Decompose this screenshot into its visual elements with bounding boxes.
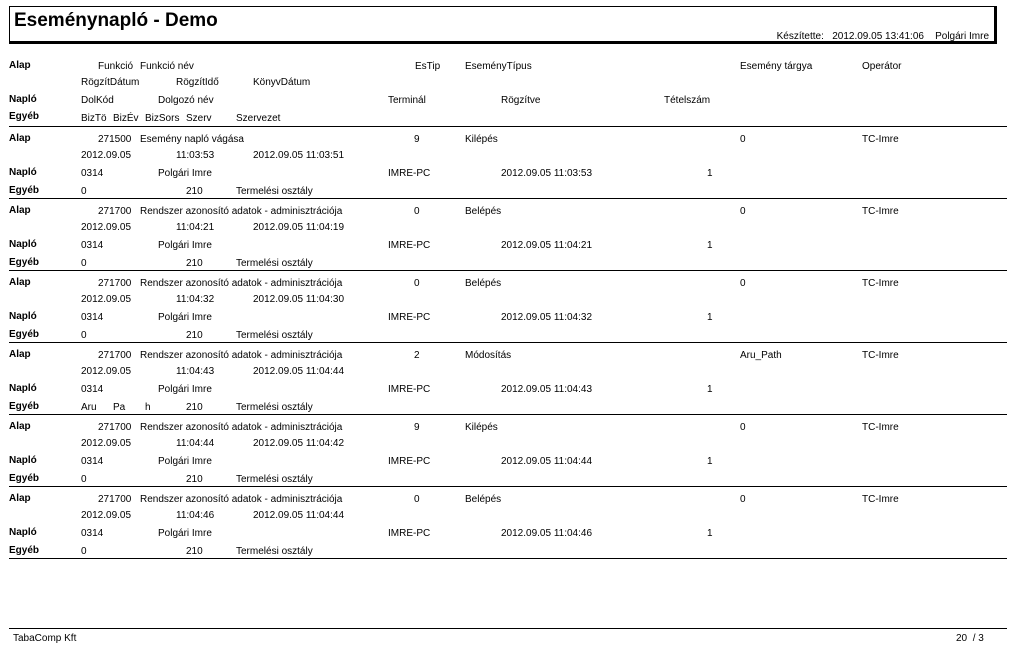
record-rogzitve: 2012.09.05 11:04:44 bbox=[501, 456, 593, 467]
record-label-alap: Alap bbox=[9, 421, 31, 432]
record-label-naplo: Napló bbox=[9, 527, 37, 538]
record-estip: 0 bbox=[414, 278, 420, 289]
record-terminal: IMRE-PC bbox=[388, 384, 431, 395]
record-row bbox=[0, 415, 1011, 487]
record-esemeny-targya: Aru_Path bbox=[740, 350, 782, 361]
record-funkcio: 271700 bbox=[98, 494, 132, 505]
record-label-alap: Alap bbox=[9, 493, 31, 504]
footer-company: TabaComp Kft bbox=[13, 633, 77, 644]
record-rogzitdatum: 2012.09.05 bbox=[81, 294, 132, 305]
record-dolgozo-nev: Polgári Imre bbox=[158, 528, 212, 539]
record-tetelszam: 1 bbox=[707, 168, 713, 179]
header-operator: Operátor bbox=[862, 61, 902, 72]
record-rogzitve: 2012.09.05 11:04:21 bbox=[501, 240, 593, 251]
footer-divider bbox=[9, 628, 1007, 629]
record-label-egyeb: Egyéb bbox=[9, 545, 40, 556]
header-label-naplo: Napló bbox=[9, 94, 37, 105]
record-label-naplo: Napló bbox=[9, 455, 37, 466]
record-esemenytipus: Belépés bbox=[465, 494, 502, 505]
record-operator: TC-Imre bbox=[862, 278, 899, 289]
record-szerv: 210 bbox=[186, 402, 203, 413]
record-szerv: 210 bbox=[186, 186, 203, 197]
record-rogzitve: 2012.09.05 11:04:46 bbox=[501, 528, 593, 539]
record-terminal: IMRE-PC bbox=[388, 240, 431, 251]
record-konyvdatum: 2012.09.05 11:04:19 bbox=[253, 222, 345, 233]
record-konyvdatum: 2012.09.05 11:03:51 bbox=[253, 150, 345, 161]
record-funkcio: 271700 bbox=[98, 206, 132, 217]
record-dolgozo-nev: Polgári Imre bbox=[158, 384, 212, 395]
record-funkcio-nev: Rendszer azonosító adatok - adminisztrációja bbox=[140, 494, 343, 505]
record-label-egyeb: Egyéb bbox=[9, 401, 40, 412]
record-estip: 9 bbox=[414, 134, 420, 145]
record-rogzitdatum: 2012.09.05 bbox=[81, 150, 132, 161]
record-label-alap: Alap bbox=[9, 133, 31, 144]
header-szervezet: Szervezet bbox=[236, 113, 281, 124]
record-esemeny-targya: 0 bbox=[740, 278, 746, 289]
created-info bbox=[777, 31, 989, 43]
record-rogzitdatum: 2012.09.05 bbox=[81, 222, 132, 233]
record-estip: 9 bbox=[414, 422, 420, 433]
header-funkcio-nev: Funkció név bbox=[140, 61, 194, 72]
header-konyvdatum: KönyvDátum bbox=[253, 77, 311, 88]
record-operator: TC-Imre bbox=[862, 206, 899, 217]
record-funkcio-nev: Rendszer azonosító adatok - adminisztrációja bbox=[140, 206, 343, 217]
record-bizto: Aru bbox=[81, 402, 97, 413]
created-by: Polgári Imre bbox=[935, 31, 989, 42]
record-operator: TC-Imre bbox=[862, 350, 899, 361]
record-label-egyeb: Egyéb bbox=[9, 185, 40, 196]
record-dolkod: 0314 bbox=[81, 312, 104, 323]
record-divider bbox=[9, 558, 1007, 559]
record-rogzitdatum: 2012.09.05 bbox=[81, 438, 132, 449]
record-funkcio: 271700 bbox=[98, 422, 132, 433]
record-szerv: 210 bbox=[186, 330, 203, 341]
record-estip: 0 bbox=[414, 206, 420, 217]
record-rogzitido: 11:04:43 bbox=[176, 366, 215, 377]
record-dolgozo-nev: Polgári Imre bbox=[158, 312, 212, 323]
record-funkcio: 271700 bbox=[98, 350, 132, 361]
record-tetelszam: 1 bbox=[707, 312, 713, 323]
record-rogzitido: 11:04:46 bbox=[176, 510, 215, 521]
created-timestamp: 2012.09.05 13:41:06 bbox=[832, 31, 924, 42]
record-funkcio-nev: Rendszer azonosító adatok - adminisztrációja bbox=[140, 278, 343, 289]
record-szervezet: Termelési osztály bbox=[236, 546, 313, 557]
record-rogzitido: 11:04:21 bbox=[176, 222, 215, 233]
footer-page-number: 20 bbox=[956, 633, 968, 644]
report-title-box bbox=[9, 6, 997, 44]
record-label-naplo: Napló bbox=[9, 383, 37, 394]
record-row bbox=[0, 199, 1011, 271]
record-label-egyeb: Egyéb bbox=[9, 257, 40, 268]
record-rogzitido: 11:03:53 bbox=[176, 150, 215, 161]
record-esemeny-targya: 0 bbox=[740, 206, 746, 217]
record-dolkod: 0314 bbox=[81, 384, 104, 395]
report-title: Eseménynapló - Demo bbox=[14, 10, 218, 31]
footer-page-info bbox=[956, 633, 984, 645]
record-row bbox=[0, 127, 1011, 199]
header-esemenytipus: EseményTípus bbox=[465, 61, 532, 72]
record-label-naplo: Napló bbox=[9, 311, 37, 322]
record-label-alap: Alap bbox=[9, 277, 31, 288]
record-row bbox=[0, 271, 1011, 343]
record-szerv: 210 bbox=[186, 546, 203, 557]
record-konyvdatum: 2012.09.05 11:04:42 bbox=[253, 438, 345, 449]
record-szerv: 210 bbox=[186, 474, 203, 485]
record-rogzitve: 2012.09.05 11:04:43 bbox=[501, 384, 593, 395]
header-rogzitve: Rögzítve bbox=[501, 95, 541, 106]
header-szerv: Szerv bbox=[186, 113, 212, 124]
record-konyvdatum: 2012.09.05 11:04:44 bbox=[253, 366, 345, 377]
record-bizev: Pa bbox=[113, 402, 126, 413]
header-bizto: BizTö bbox=[81, 113, 107, 124]
header-rogzitido: RögzítIdő bbox=[176, 77, 219, 88]
record-dolgozo-nev: Polgári Imre bbox=[158, 456, 212, 467]
header-dolkod: DolKód bbox=[81, 95, 114, 106]
record-funkcio-nev: Rendszer azonosító adatok - adminisztrációja bbox=[140, 350, 343, 361]
record-terminal: IMRE-PC bbox=[388, 456, 431, 467]
record-estip: 0 bbox=[414, 494, 420, 505]
header-label-egyeb: Egyéb bbox=[9, 111, 40, 122]
record-konyvdatum: 2012.09.05 11:04:44 bbox=[253, 510, 345, 521]
record-rogzitve: 2012.09.05 11:04:32 bbox=[501, 312, 593, 323]
record-row bbox=[0, 343, 1011, 415]
record-label-alap: Alap bbox=[9, 349, 31, 360]
record-row bbox=[0, 487, 1011, 559]
record-dolkod: 0314 bbox=[81, 528, 104, 539]
record-funkcio-nev: Rendszer azonosító adatok - adminisztrációja bbox=[140, 422, 343, 433]
header-tetelszam: Tételszám bbox=[664, 95, 711, 106]
record-rogzitve: 2012.09.05 11:03:53 bbox=[501, 168, 593, 179]
record-operator: TC-Imre bbox=[862, 494, 899, 505]
record-terminal: IMRE-PC bbox=[388, 168, 431, 179]
header-label-alap: Alap bbox=[9, 60, 31, 71]
record-esemenytipus: Belépés bbox=[465, 206, 502, 217]
record-funkcio: 271700 bbox=[98, 278, 132, 289]
record-szervezet: Termelési osztály bbox=[236, 402, 313, 413]
record-dolgozo-nev: Polgári Imre bbox=[158, 240, 212, 251]
record-terminal: IMRE-PC bbox=[388, 312, 431, 323]
created-label: Készítette: bbox=[776, 31, 824, 42]
record-esemeny-targya: 0 bbox=[740, 134, 746, 145]
record-funkcio: 271500 bbox=[98, 134, 132, 145]
header-dolgozo-nev: Dolgozó név bbox=[158, 95, 214, 106]
record-esemenytipus: Kilépés bbox=[465, 422, 498, 433]
header-bizev: BizÉv bbox=[113, 113, 139, 124]
record-terminal: IMRE-PC bbox=[388, 528, 431, 539]
record-bizsors: h bbox=[145, 402, 151, 413]
record-label-naplo: Napló bbox=[9, 167, 37, 178]
record-esemenytipus: Módosítás bbox=[465, 350, 512, 361]
header-rogzitdatum: RögzítDátum bbox=[81, 77, 140, 88]
header-estip: EsTip bbox=[415, 61, 441, 72]
record-bizto: 0 bbox=[81, 546, 87, 557]
record-bizto: 0 bbox=[81, 258, 87, 269]
record-bizto: 0 bbox=[81, 330, 87, 341]
record-esemeny-targya: 0 bbox=[740, 422, 746, 433]
record-dolkod: 0314 bbox=[81, 168, 104, 179]
record-operator: TC-Imre bbox=[862, 422, 899, 433]
record-rogzitdatum: 2012.09.05 bbox=[81, 510, 132, 521]
record-szerv: 210 bbox=[186, 258, 203, 269]
record-rogzitido: 11:04:32 bbox=[176, 294, 215, 305]
header-bizsors: BizSors bbox=[145, 113, 180, 124]
record-dolgozo-nev: Polgári Imre bbox=[158, 168, 212, 179]
record-tetelszam: 1 bbox=[707, 384, 713, 395]
record-szervezet: Termelési osztály bbox=[236, 330, 313, 341]
record-operator: TC-Imre bbox=[862, 134, 899, 145]
record-szervezet: Termelési osztály bbox=[236, 186, 313, 197]
record-bizto: 0 bbox=[81, 186, 87, 197]
record-dolkod: 0314 bbox=[81, 240, 104, 251]
record-esemeny-targya: 0 bbox=[740, 494, 746, 505]
record-szervezet: Termelési osztály bbox=[236, 474, 313, 485]
record-rogzitido: 11:04:44 bbox=[176, 438, 215, 449]
record-tetelszam: 1 bbox=[707, 240, 713, 251]
record-tetelszam: 1 bbox=[707, 528, 713, 539]
record-estip: 2 bbox=[414, 350, 420, 361]
header-funkcio: Funkció bbox=[98, 61, 134, 72]
header-terminal: Terminál bbox=[388, 95, 426, 106]
record-konyvdatum: 2012.09.05 11:04:30 bbox=[253, 294, 345, 305]
record-szervezet: Termelési osztály bbox=[236, 258, 313, 269]
record-tetelszam: 1 bbox=[707, 456, 713, 467]
record-bizto: 0 bbox=[81, 474, 87, 485]
record-label-alap: Alap bbox=[9, 205, 31, 216]
record-label-naplo: Napló bbox=[9, 239, 37, 250]
footer-page-total: / 3 bbox=[972, 633, 984, 644]
record-esemenytipus: Kilépés bbox=[465, 134, 498, 145]
record-label-egyeb: Egyéb bbox=[9, 473, 40, 484]
record-rogzitdatum: 2012.09.05 bbox=[81, 366, 132, 377]
header-esemeny-targya: Esemény tárgya bbox=[740, 61, 813, 72]
record-label-egyeb: Egyéb bbox=[9, 329, 40, 340]
record-dolkod: 0314 bbox=[81, 456, 104, 467]
record-esemenytipus: Belépés bbox=[465, 278, 502, 289]
record-funkcio-nev: Esemény napló vágása bbox=[140, 134, 244, 145]
